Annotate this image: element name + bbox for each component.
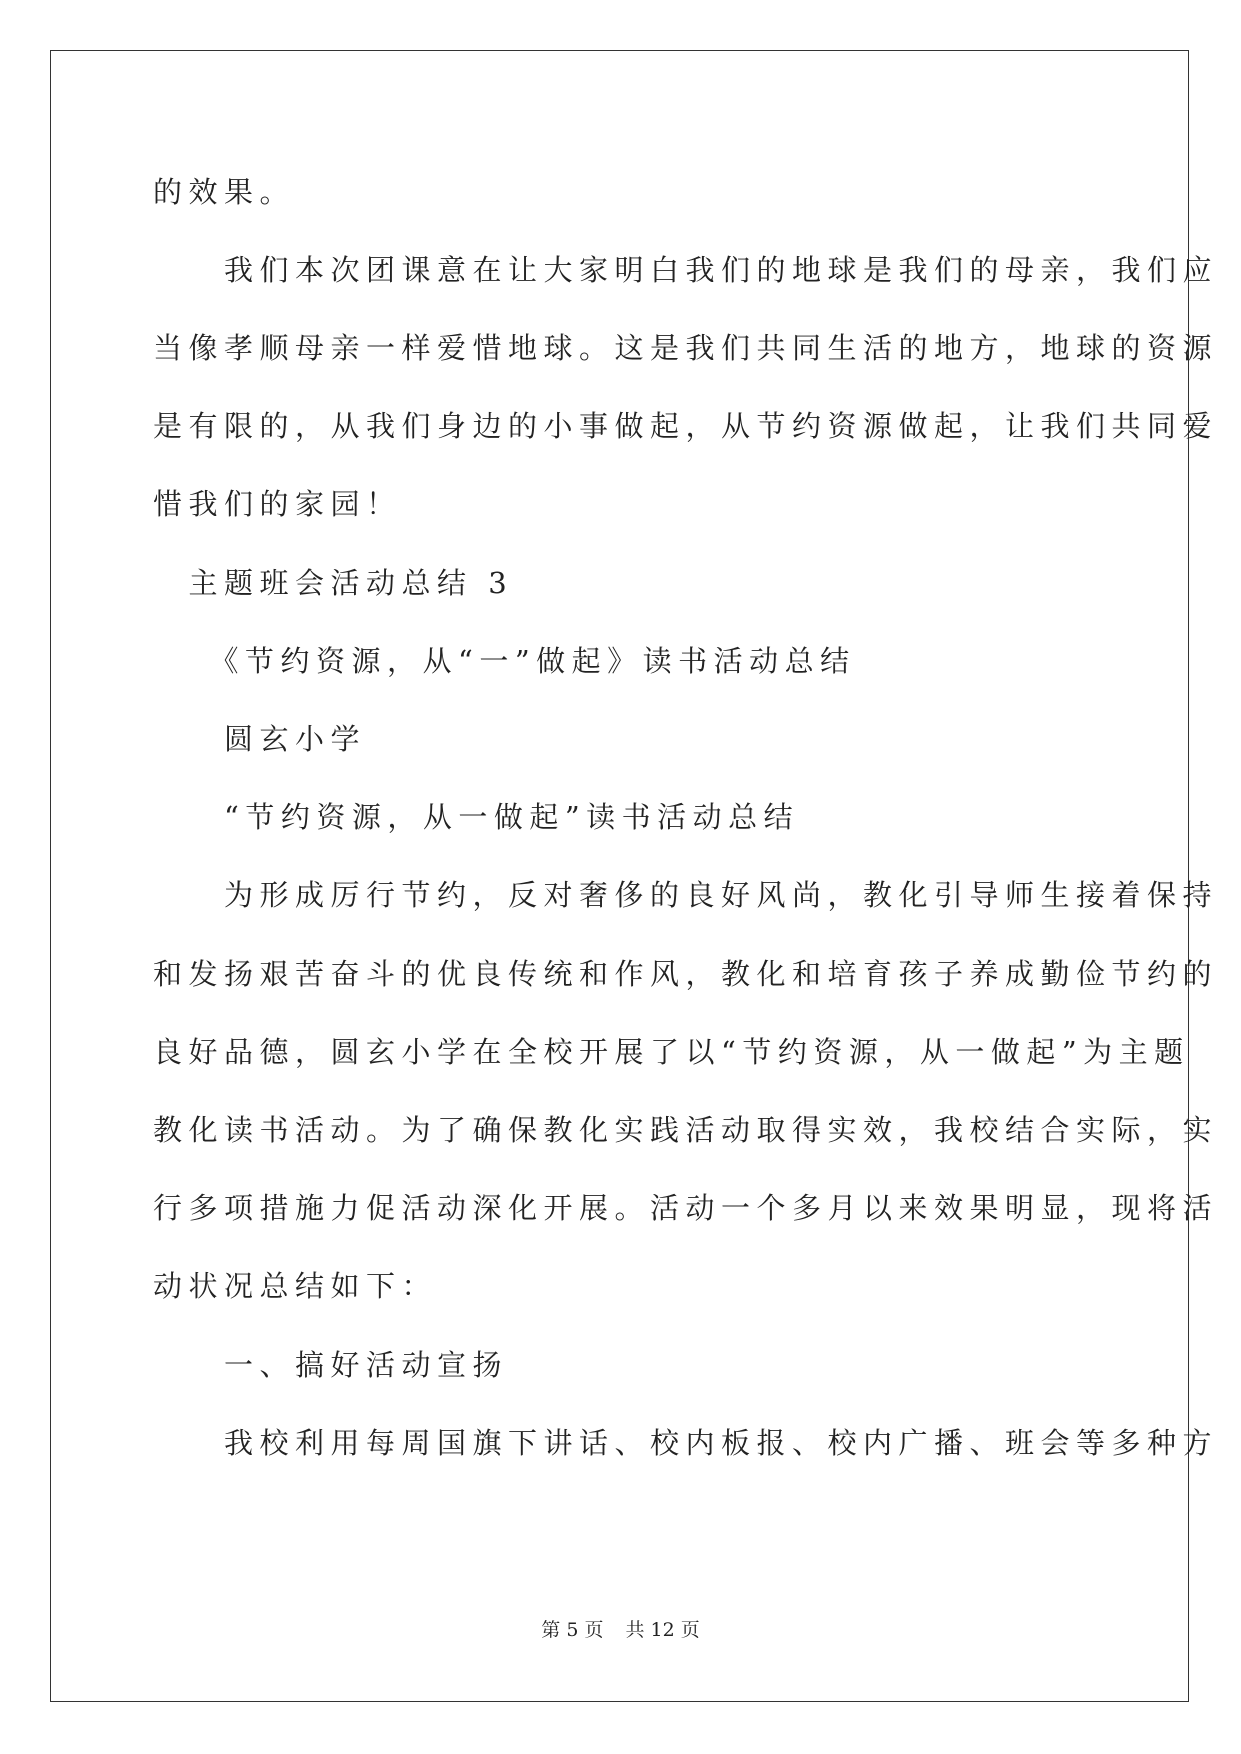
text-line: 我校利用每周国旗下讲话、校内板报、校内广播、班会等多种方 bbox=[153, 1426, 1219, 1460]
page-footer bbox=[0, 1618, 1241, 1642]
text-line: 和发扬艰苦奋斗的优良传统和作风，教化和培育孩子养成勤俭节约的 bbox=[153, 957, 1219, 991]
text-line: 行多项措施力促活动深化开展。活动一个多月以来效果明显，现将活 bbox=[153, 1191, 1219, 1225]
text-line: “节约资源，从一做起”读书活动总结 bbox=[153, 800, 800, 834]
text-line: 为形成厉行节约，反对奢侈的良好风尚，教化引导师生接着保持 bbox=[153, 878, 1219, 912]
text-line: 《节约资源，从“一”做起》读书活动总结 bbox=[153, 644, 856, 678]
text-line: 一、搞好活动宣扬 bbox=[153, 1348, 509, 1382]
text-line: 良好品德，圆玄小学在全校开展了以“节约资源，从一做起”为主题 bbox=[153, 1035, 1190, 1069]
text-line: 是有限的，从我们身边的小事做起，从节约资源做起，让我们共同爱 bbox=[153, 409, 1219, 443]
page-total: 共 12 页 bbox=[625, 1619, 700, 1641]
page-number: 第 5 页 bbox=[541, 1619, 604, 1641]
text-line: 圆玄小学 bbox=[153, 722, 367, 756]
section-heading: 主题班会活动总结 3 bbox=[153, 566, 514, 600]
text-line: 的效果。 bbox=[153, 175, 296, 209]
text-line: 教化读书活动。为了确保教化实践活动取得实效，我校结合实际，实 bbox=[153, 1113, 1219, 1147]
text-line: 动状况总结如下： bbox=[153, 1269, 438, 1303]
text-line: 我们本次团课意在让大家明白我们的地球是我们的母亲，我们应 bbox=[153, 253, 1219, 287]
text-line: 惜我们的家园！ bbox=[153, 487, 402, 521]
text-line: 当像孝顺母亲一样爱惜地球。这是我们共同生活的地方，地球的资源 bbox=[153, 331, 1219, 365]
